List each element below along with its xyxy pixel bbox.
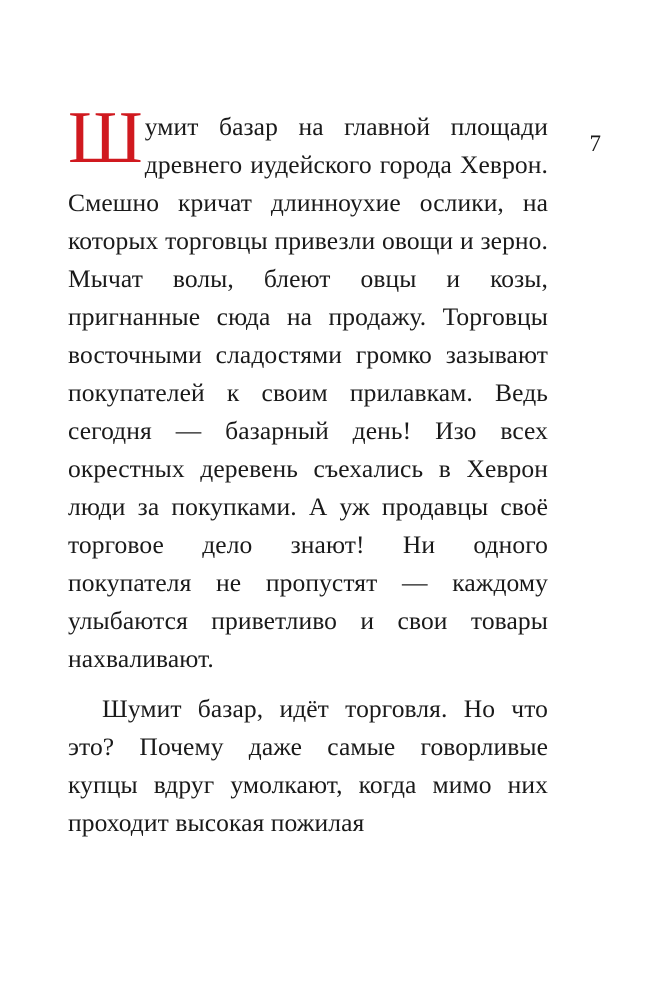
page-number: 7 [589, 131, 601, 156]
drop-cap-letter: Ш [68, 97, 143, 179]
paragraph: Шумит базар, идёт торговля. Но что это? Почему даже самые говорливые купцы вдруг умолкают, когда мимо них проходит высокая пожилая [68, 694, 548, 837]
paragraph-text: умит базар на главной площади древнего иудейского города Хеврон. Смешно кричат длинноухие ослики, на которых торговцы привезли овощи и зерно. Мычат волы, блеют овцы и козы, пригнанные сюда на продажу. Торговцы восточными сладостями громко зазывают покупателей к своим прилавкам. Ведь сегодня — базарный день! Изо всех окрестных деревень съехались в Хеврон люди за покупками. А уж продавцы своё торговое дело знают! Ни одного покупателя не пропустят — каждому улыбаются приветливо и свои товары нахваливают. [68, 112, 548, 673]
paragraph [68, 97, 548, 678]
page-text-block [68, 97, 548, 842]
